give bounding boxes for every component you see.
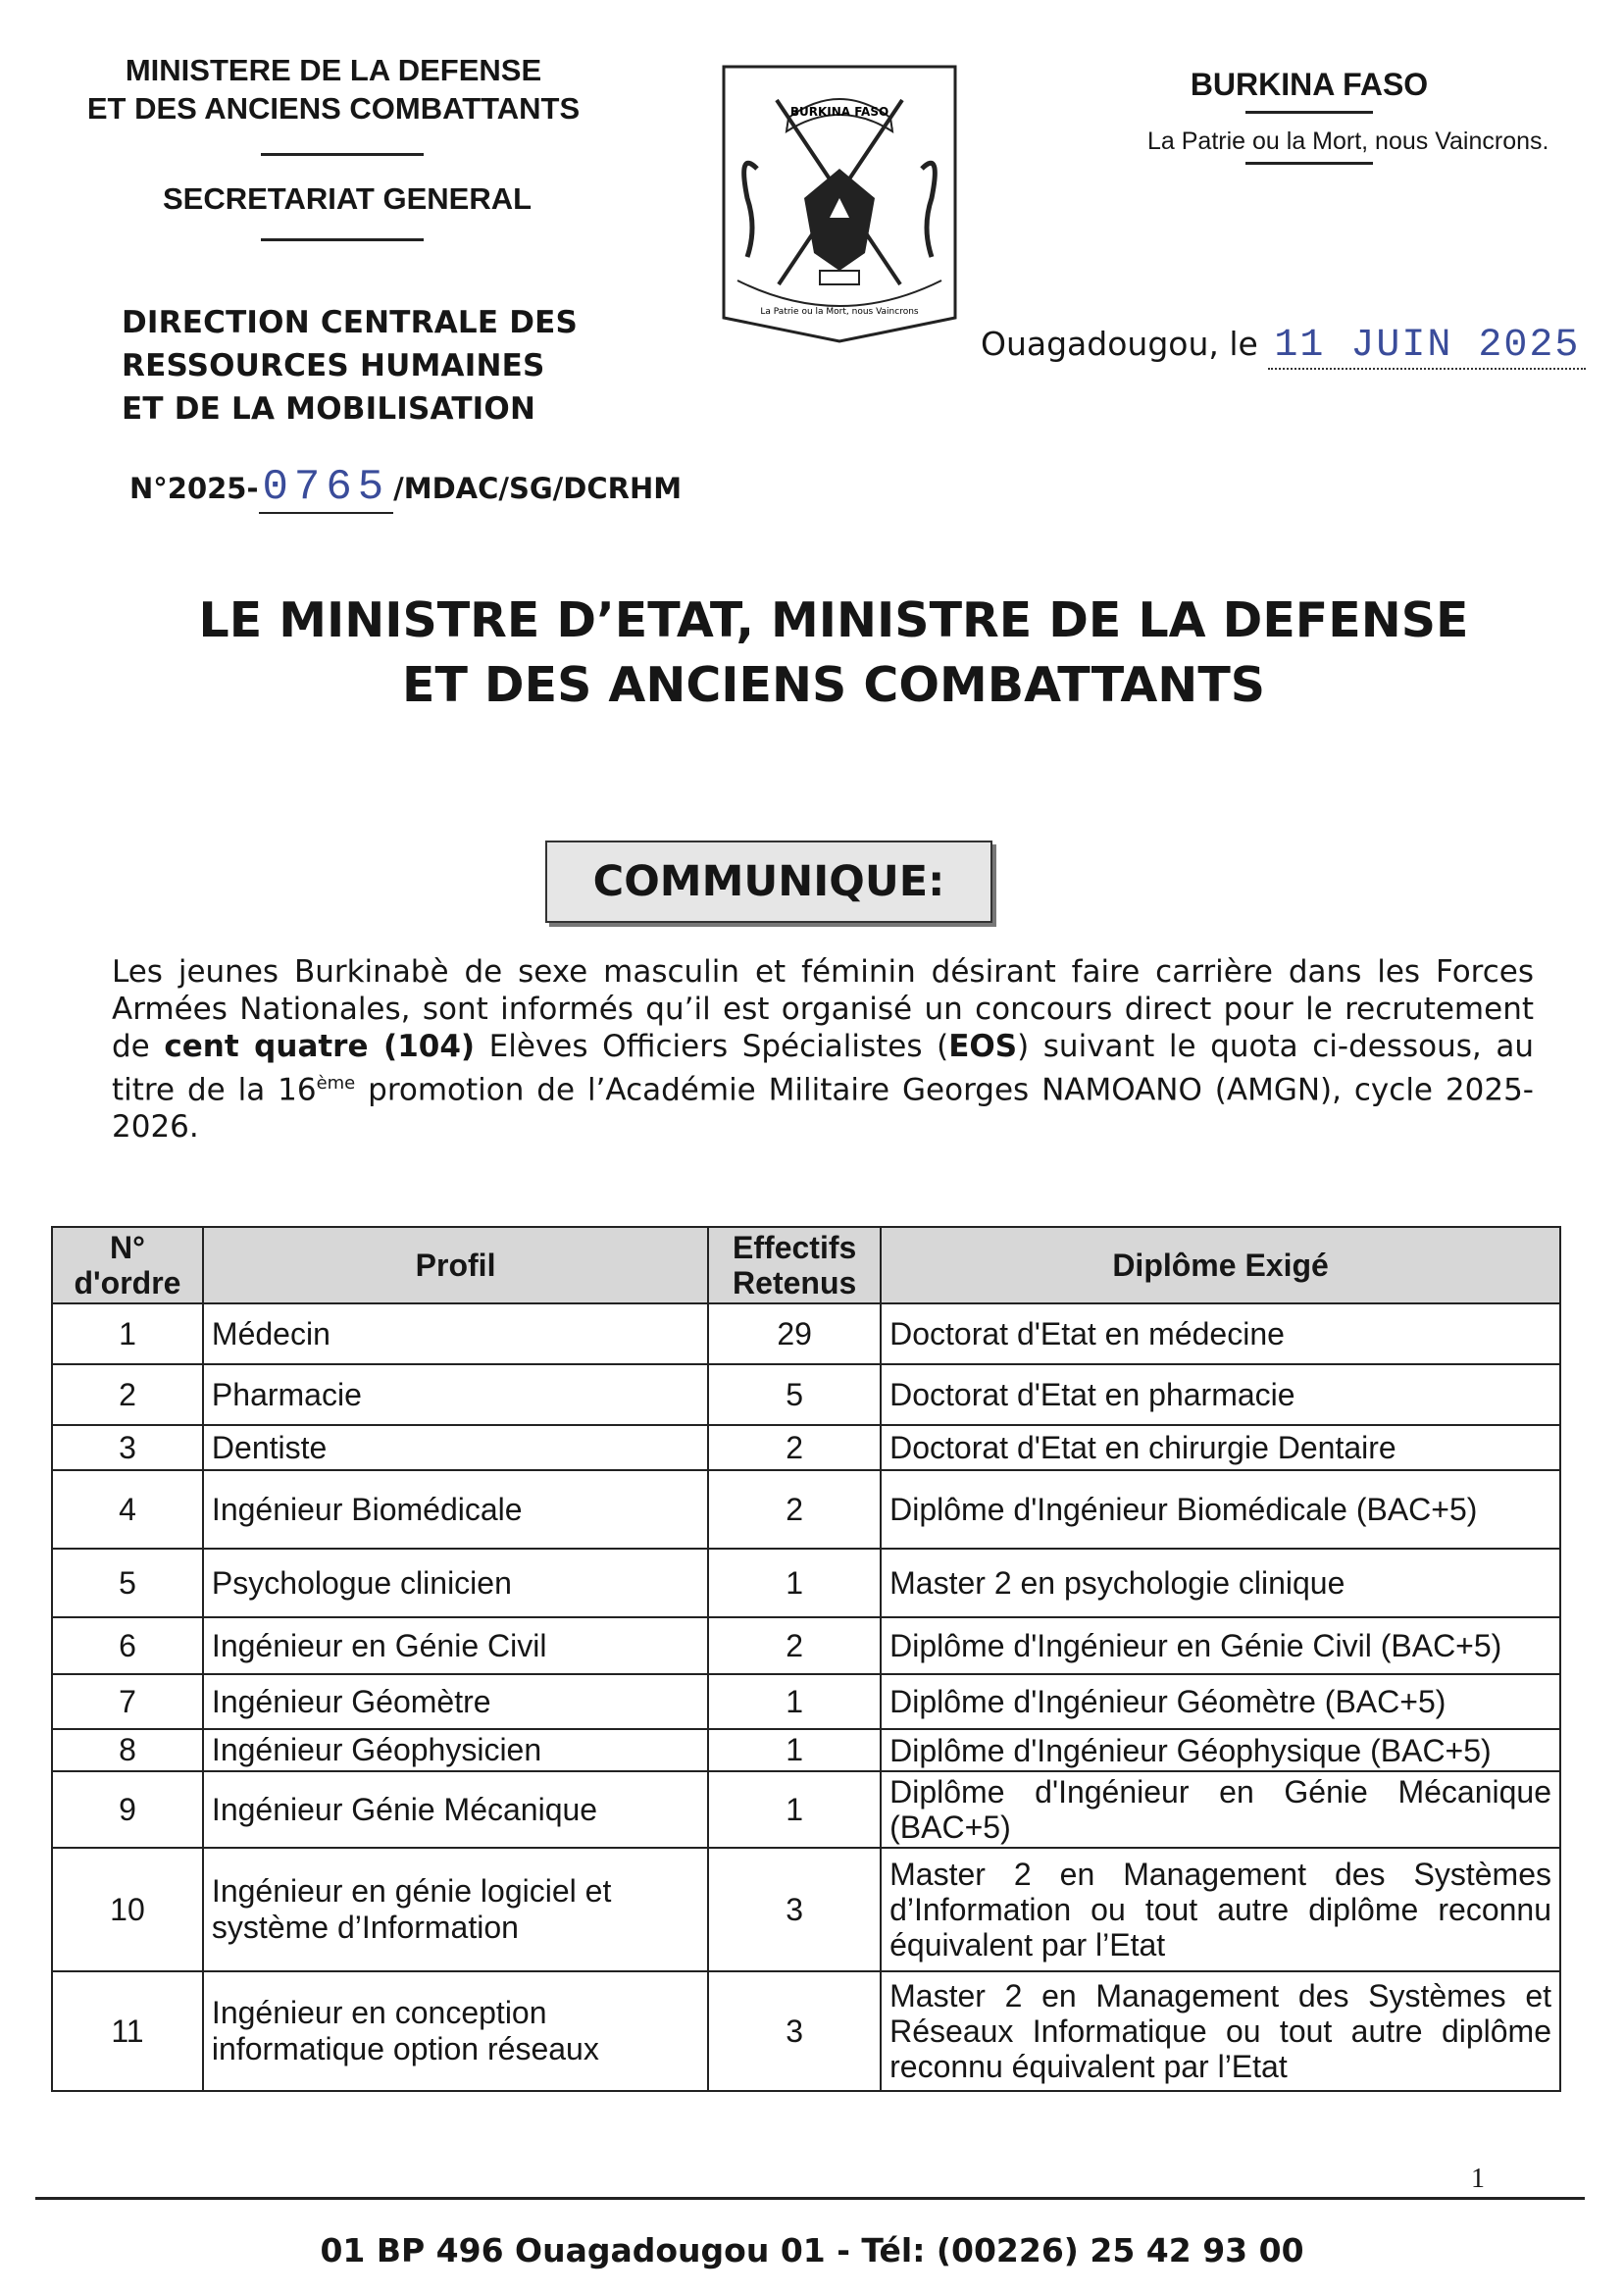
table-row [52,1729,1560,1771]
cell-effectif: 3 [708,1971,881,2091]
secretariat-general: SECRETARIAT GENERAL [163,181,533,216]
table-row [52,1848,1560,1971]
cell-no: 8 [52,1729,203,1771]
cell-diplome: Diplôme d'Ingénieur Biomédicale (BAC+5) [881,1470,1560,1549]
cell-diplome: Doctorat d'Etat en pharmacie [881,1364,1560,1425]
cell-profil: Ingénieur Biomédicale [203,1470,708,1549]
place-date: Ouagadougou, le 11 JUIN 2025 [981,324,1586,370]
header-left [69,51,618,241]
svg-text:La Patrie ou la Mort, nous Vai: La Patrie ou la Mort, nous Vaincrons [760,307,919,317]
table-row [52,1364,1560,1425]
table-row [52,1617,1560,1674]
coat-of-arms-icon [718,61,961,345]
cell-no: 5 [52,1549,203,1617]
cell-diplome: Diplôme d'Ingénieur en Génie Civil (BAC+5) [881,1617,1560,1674]
header-right [1147,67,1549,165]
table-row [52,1674,1560,1729]
header-no: N° d'ordre [52,1227,203,1303]
cell-no: 7 [52,1674,203,1729]
cell-diplome: Diplôme d'Ingénieur Géomètre (BAC+5) [881,1674,1560,1729]
country-name: BURKINA FASO [1190,67,1429,102]
cell-no: 6 [52,1617,203,1674]
table-row [52,1771,1560,1848]
cell-profil: Pharmacie [203,1364,708,1425]
page-number: 1 [1471,2164,1485,2194]
table-row [52,1549,1560,1617]
direction-block: DIRECTION CENTRALE DES RESSOURCES HUMAINES ET DE LA MOBILISATION [122,305,579,427]
header-diplome: Diplôme Exigé [881,1227,1560,1303]
header-profil: Profil [203,1227,708,1303]
reference-number: N°2025-0765 /MDAC/SG/DCRHM [129,463,683,512]
cell-profil: Dentiste [203,1425,708,1470]
cell-effectif: 1 [708,1729,881,1771]
cell-effectif: 2 [708,1425,881,1470]
cell-profil: Ingénieur en conception informatique option réseaux [203,1971,708,2091]
cell-effectif: 3 [708,1848,881,1971]
table-row [52,1470,1560,1549]
cell-diplome: Master 2 en Management des Systèmes d’Information ou tout autre diplôme reconnu équivalent par l’Etat [881,1848,1560,1971]
date-value: 11 JUIN 2025 [1268,324,1586,370]
ministry-name: MINISTERE DE LA DEFENSE ET DES ANCIENS COMBATTANTS [86,53,581,126]
cell-profil: Ingénieur Génie Mécanique [203,1771,708,1848]
document-title: LE MINISTRE D’ETAT, MINISTRE DE LA DEFENSE ET DES ANCIENS COMBATTANTS [198,592,1469,713]
cell-no: 3 [52,1425,203,1470]
divider [261,238,424,241]
cell-no: 4 [52,1470,203,1549]
cell-profil: Ingénieur Géophysicien [203,1729,708,1771]
table-row [52,1303,1560,1364]
svg-text:BURKINA FASO: BURKINA FASO [789,105,889,119]
table-body [52,1303,1560,2091]
cell-effectif: 5 [708,1364,881,1425]
cell-effectif: 1 [708,1549,881,1617]
cell-diplome: Master 2 en Management des Systèmes et Réseaux Informatique ou tout autre diplôme reconnu équivalent par l’Etat [881,1971,1560,2091]
cell-no: 10 [52,1848,203,1971]
cell-effectif: 2 [708,1470,881,1549]
cell-diplome: Master 2 en psychologie clinique [881,1549,1560,1617]
footer-address: 01 BP 496 Ouagadougou 01 - Tél: (00226) 25 42 93 00 [320,2231,1304,2269]
cell-diplome: Doctorat d'Etat en médecine [881,1303,1560,1364]
cell-no: 2 [52,1364,203,1425]
cell-profil: Médecin [203,1303,708,1364]
cell-diplome: Doctorat d'Etat en chirurgie Dentaire [881,1425,1560,1470]
cell-profil: Ingénieur en Génie Civil [203,1617,708,1674]
table-row [52,1425,1560,1470]
cell-effectif: 1 [708,1771,881,1848]
footer-divider [35,2197,1585,2200]
header-effectifs: Effectifs Retenus [708,1227,881,1303]
cell-no: 1 [52,1303,203,1364]
quota-table [51,1226,1561,2092]
ref-stamp: 0765 [259,463,394,514]
cell-effectif: 1 [708,1674,881,1729]
cell-no: 9 [52,1771,203,1848]
cell-profil: Ingénieur Géomètre [203,1674,708,1729]
cell-no: 11 [52,1971,203,2091]
cell-diplome: Diplôme d'Ingénieur en Génie Mécanique (BAC+5) [881,1771,1560,1848]
cell-effectif: 29 [708,1303,881,1364]
table-header-row [52,1227,1560,1303]
divider [1245,111,1373,114]
cell-profil: Ingénieur en génie logiciel et système d’Information [203,1848,708,1971]
intro-paragraph: Les jeunes Burkinabè de sexe masculin et féminin désirant faire carrière dans les Forces Armées Nationales, sont informés qu’il est organisé un concours direct pour le recrutement de cent quatre (104) Elèves Officiers Spécialistes (EOS) suivant le quota ci-dessous, au titre de la 16ème promotion de l’Académie Militaire Georges NAMOANO (AMGN), cycle 2025-2026. [112,954,1535,1146]
cell-diplome: Diplôme d'Ingénieur Géophysique (BAC+5) [881,1729,1560,1771]
divider [261,153,424,156]
communique-label: COMMUNIQUE: [545,841,992,923]
cell-profil: Psychologue clinicien [203,1549,708,1617]
national-motto: La Patrie ou la Mort, nous Vaincrons. [1147,127,1549,155]
cell-effectif: 2 [708,1617,881,1674]
table-row [52,1971,1560,2091]
divider [1245,162,1373,165]
